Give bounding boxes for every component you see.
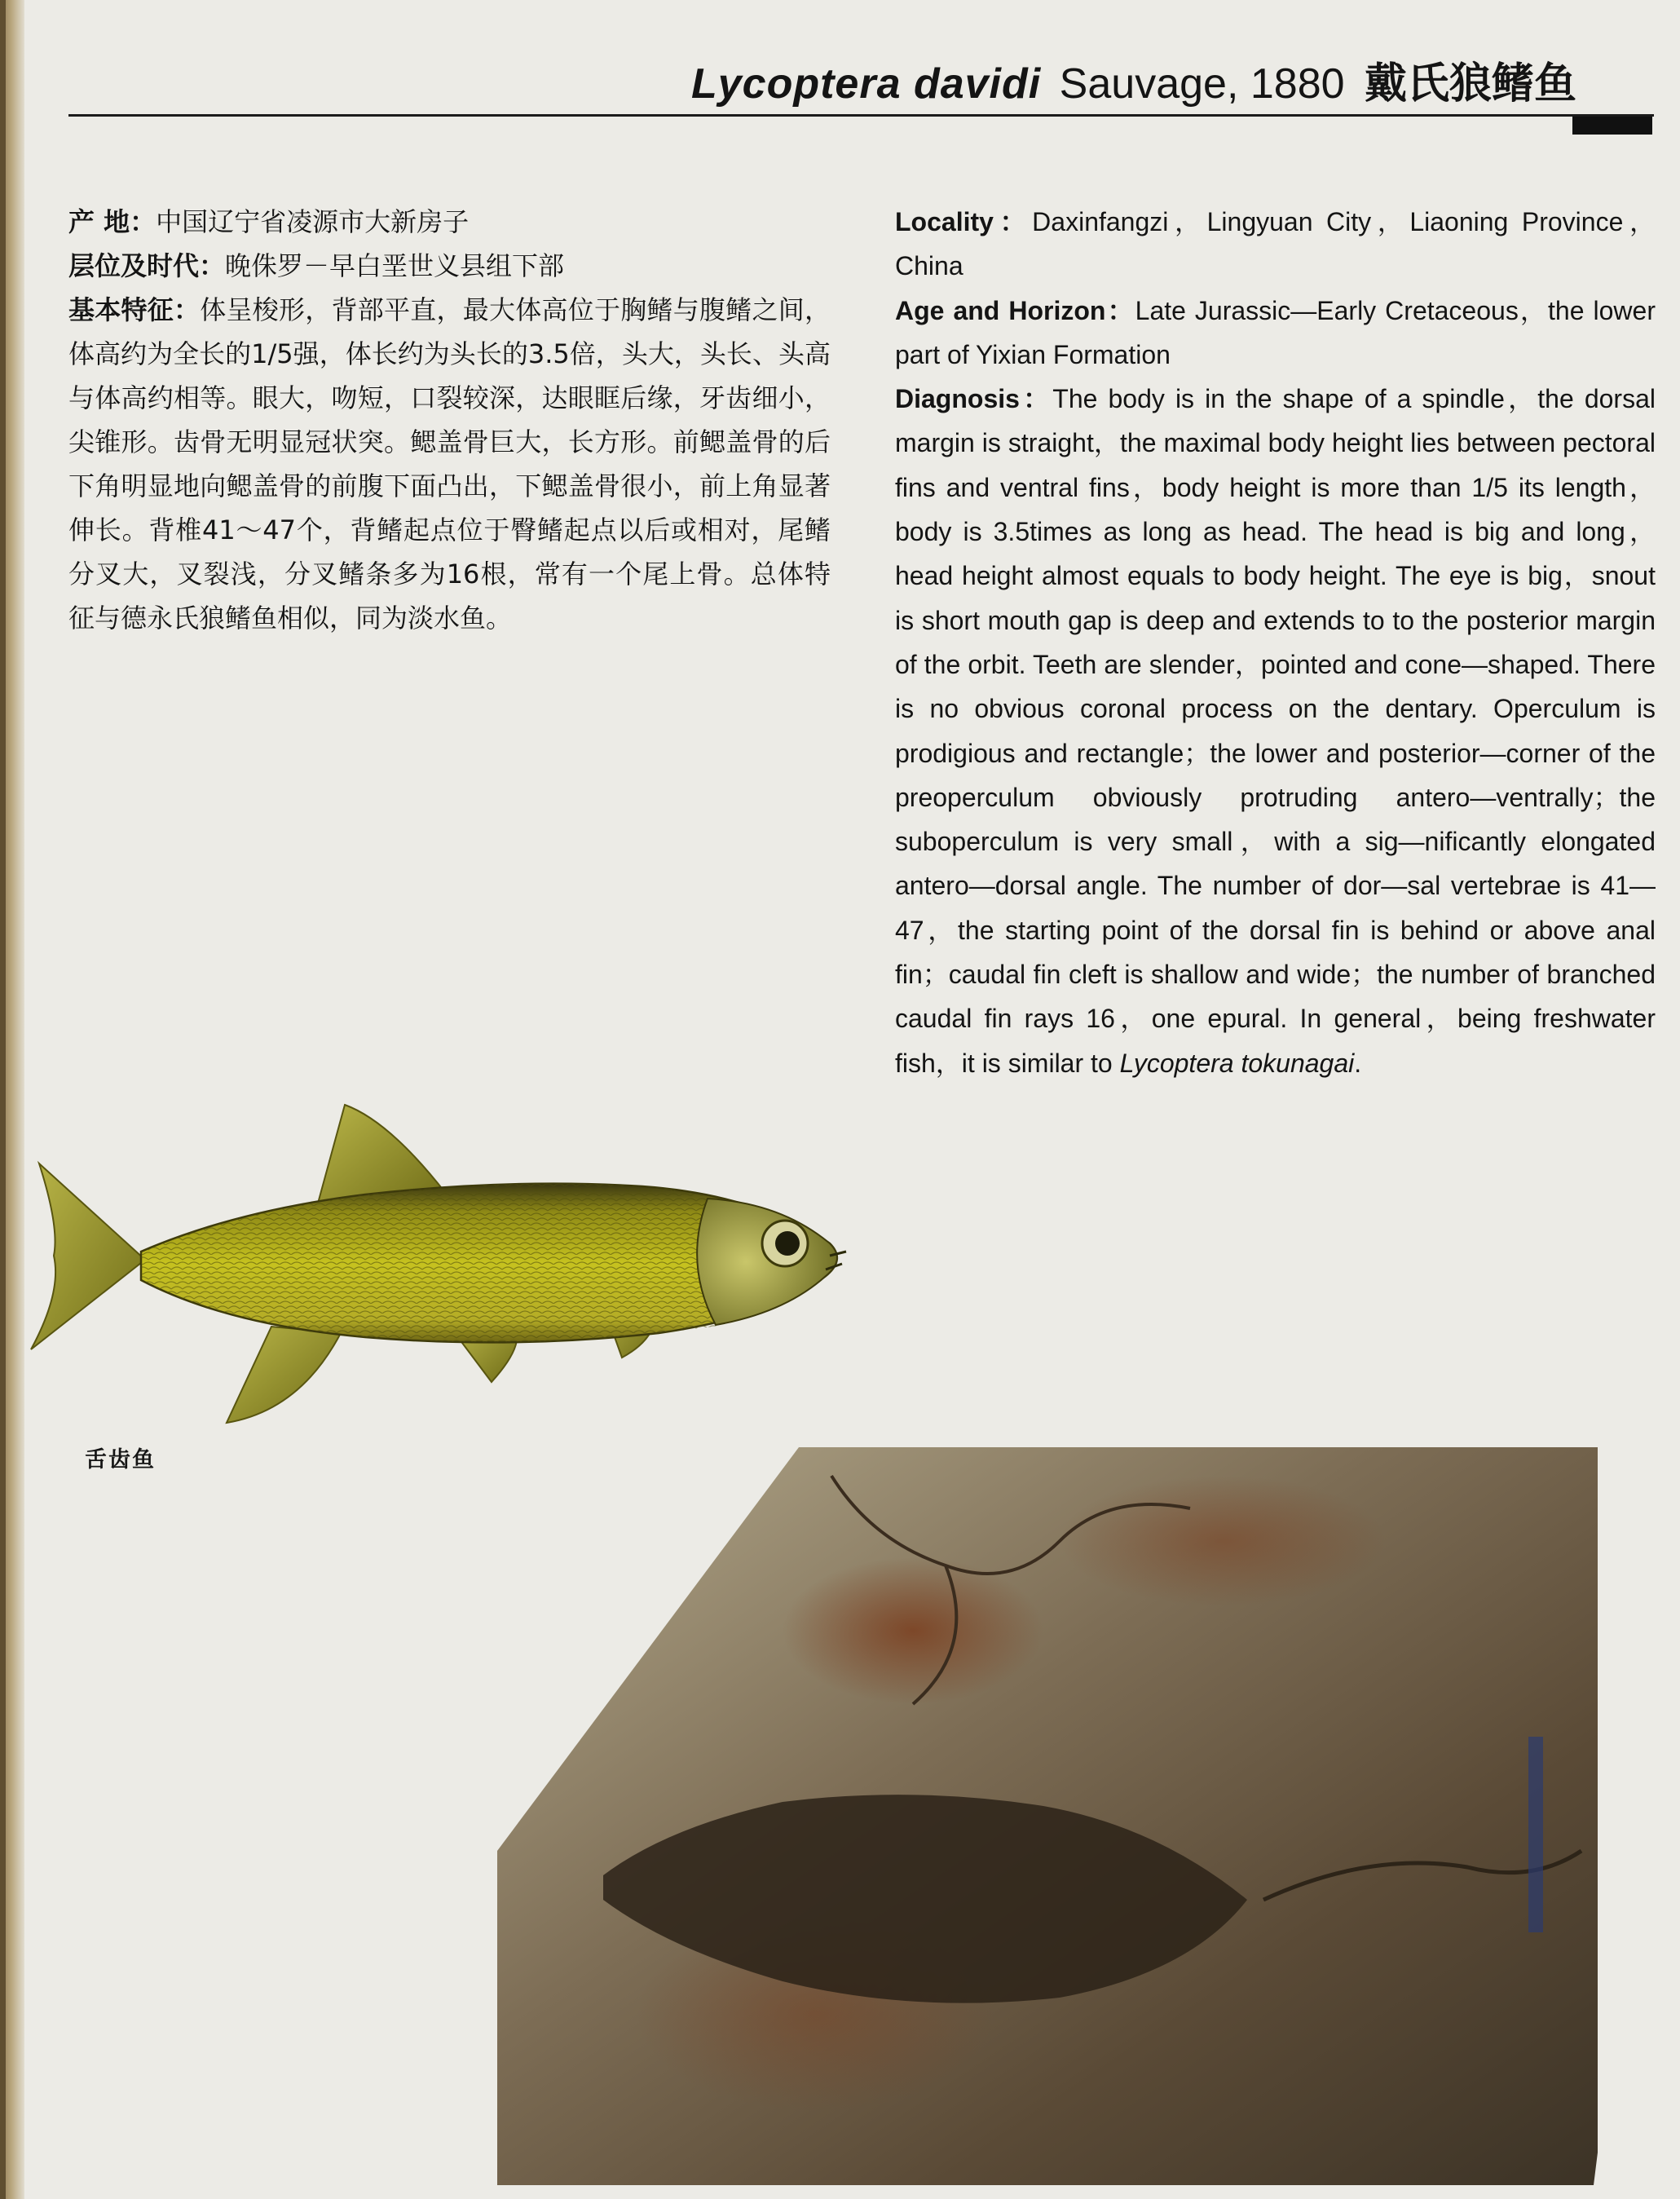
en-locality [895,200,1656,289]
title-author: Sauvage, 1880 [1059,60,1345,108]
cn-age-value: 晚侏罗－早白垩世义县组下部 [225,250,565,281]
cn-age [68,244,831,288]
cn-diagnosis-label: 基本特征： [68,294,201,325]
en-diagnosis-label: Diagnosis： [895,384,1053,414]
en-diagnosis [895,377,1656,1085]
binding-shadow [0,0,6,2199]
anal-fin [227,1327,341,1423]
page-header [68,49,1658,139]
fossil-scale-bar [1528,1737,1543,1932]
fish-head [697,1199,837,1325]
english-description [895,200,1656,1085]
en-diagnosis-species: Lycoptera tokunagai [1119,1048,1355,1078]
page-binding-edge [0,0,24,2199]
en-diagnosis-end: . [1354,1048,1362,1078]
figure-caption: 舌齿鱼 [85,1447,156,1473]
chinese-description [68,200,831,640]
fish-illustration [23,1088,858,1447]
en-age-value: Late Jurassic—Early Cretaceous，the lower part of Yixian Formation [895,295,1656,369]
en-locality-value: Daxinfangzi，Lingyuan City，Liaoning Province，China [895,207,1656,281]
title-chinese: 戴氏狼鳍鱼 [1364,60,1576,108]
cn-locality [68,200,831,244]
header-rule [68,114,1654,117]
cn-locality-label: 产 地： [68,206,157,237]
cn-diagnosis [68,288,831,640]
cn-age-label: 层位及时代： [68,250,226,281]
fish-pupil [775,1231,800,1256]
fossil-stain-1 [783,1557,1043,1704]
en-age-label: Age and Horizon： [895,295,1135,325]
en-locality-label: Locality： [895,207,1033,236]
fossil-stain-2 [1060,1476,1386,1606]
fossil-photograph [489,1443,1599,2189]
title-latin: Lycoptera davidi [690,60,1042,108]
fish-scales [141,1184,724,1343]
en-diagnosis-value: The body is in the shape of a spindle，the dorsal margin is straight，the maximal body height lies between pectoral fins and ventral fins，body height is more than 1/5 its length，body is 3.5times as long as head. The head is big and long，head height almost equals to body height. The eye is big，snout is short mouth gap is deep and extends to to the posterior margin of the orbit. Teeth are slender，pointed and cone—shaped. There is no obvious coronal process on the dentary. Operculum is prodigious and rectangle；the lower and posterior—corner of the preoperculum obviously protruding antero—ventrally；the suboperculum is very small，with a sig—nificantly elongated antero—dorsal angle. The number of dor—sal vertebrae is 41—47，the starting point of the dorsal fin is behind or above anal fin；caudal fin cleft is shallow and wide；the number of branched caudal fin rays 16，one epural. In general，being freshwater fish，it is similar to [895,384,1656,1078]
header-rule-tab [1572,117,1652,135]
en-age [895,289,1656,378]
cn-diagnosis-value: 体呈梭形，背部平直，最大体高位于胸鳍与腹鳍之间，体高约为全长的1/5强，体长约为头长的3.5倍，头大，头长、头高与体高约相等。眼大，吻短，口裂较深，达眼眶后缘，牙齿细小，尖锥形。齿骨无明显冠状突。鳃盖骨巨大，长方形。前鳃盖骨的后下角明显地向鳃盖骨的前腹下面凸出，下鳃盖骨很小，前上角显著伸长。背椎41～47个，背鳍起点位于臀鳍起点以后或相对，尾鳍分叉大，叉裂浅，分叉鳍条多为16根，常有一个尾上骨。总体特征与德永氏狼鳍鱼相似，同为淡水鱼。 [68,294,831,634]
caudal-fin [31,1164,145,1349]
page-title [691,49,1576,110]
cn-locality-value: 中国辽宁省凌源市大新房子 [156,206,470,237]
